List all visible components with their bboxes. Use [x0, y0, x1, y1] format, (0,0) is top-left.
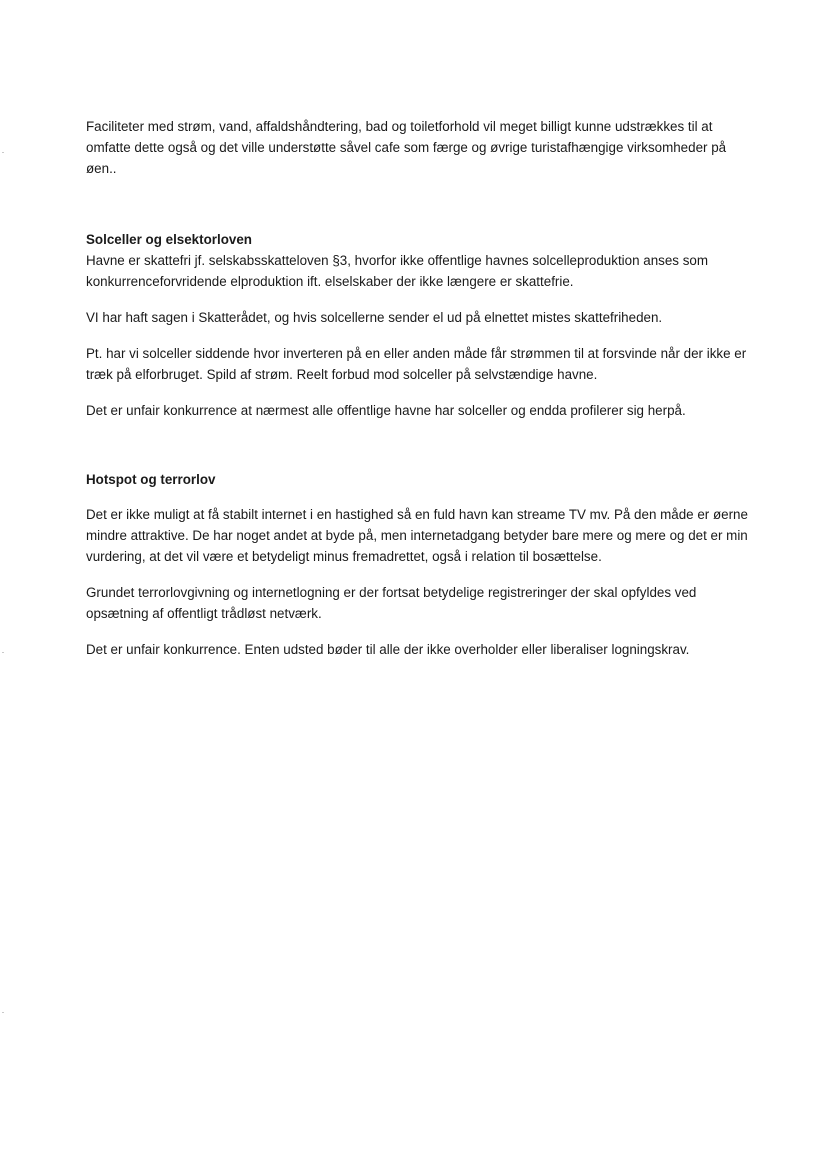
section-title-solceller: Solceller og elsektorloven [86, 232, 252, 247]
paragraph: Det er ikke muligt at få stabilt internet i en hastighed så en fuld havn kan streame TV mv. På den måde er øerne mindre attraktive. De har noget andet at byde på, men internetadgang betyder bare mere og mere og det er min vurdering, at det vil være et betydeligt minus fremadrettet, også i relation til bosættelse. [86, 507, 748, 564]
paragraph: Det er unfair konkurrence at nærmest alle offentlige havne har solceller og endda profilerer sig herpå. [86, 403, 686, 418]
paragraph: Det er unfair konkurrence. Enten udsted bøder til alle der ikke overholder eller liberaliser logningskrav. [86, 642, 690, 657]
section-title-hotspot: Hotspot og terrorlov [86, 472, 216, 487]
paragraph: Havne er skattefri jf. selskabsskatteloven §3, hvorfor ikke offentlige havnes solcelleproduktion anses som konkurrenceforvridende elproduktion ift. elselskaber der ikke længere er skattefrie. [86, 253, 708, 289]
paragraph: VI har haft sagen i Skatterådet, og hvis solcellerne sender el ud på elnettet mistes skattefriheden. [86, 310, 663, 325]
scan-margin-mark [2, 652, 4, 653]
paragraph: Pt. har vi solceller siddende hvor inverteren på en eller anden måde får strømmen til at forsvinde når der ikke er træk på elforbruget. Spild af strøm. Reelt forbud mod solceller på selvstændige havne. [86, 346, 747, 382]
paragraph: Grundet terrorlovgivning og internetlogning er der fortsat betydelige registreringer der skal opfyldes ved opsætning af offentligt trådløst netværk. [86, 585, 697, 621]
scan-margin-mark [2, 1012, 4, 1013]
scan-margin-mark [2, 152, 4, 153]
section-hotspot [86, 469, 751, 660]
intro-paragraph: Faciliteter med strøm, vand, affaldshåndtering, bad og toiletforhold vil meget billigt kunne udstrækkes til at omfatte dette også og det ville understøtte såvel cafe som færge og øvrige turistafhængige virksomheder på øen.. [86, 119, 727, 176]
document-page [86, 116, 751, 660]
section-solceller [86, 229, 751, 421]
